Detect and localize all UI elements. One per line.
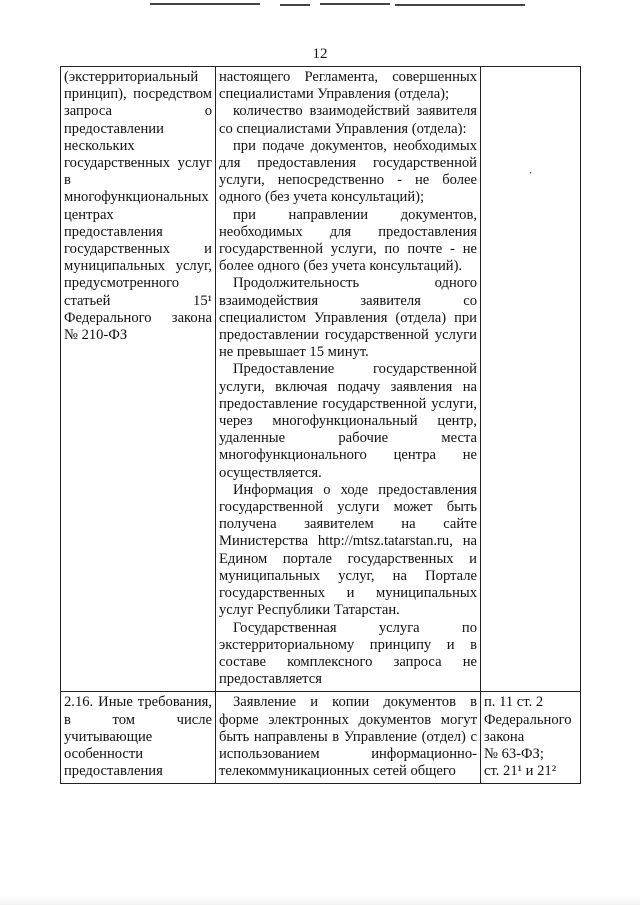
legal-basis-line: закона (484, 728, 525, 745)
table-row (61, 692, 581, 784)
scan-artifact-top (0, 0, 640, 14)
content-paragraph: при подаче документов, необходимых для предоставления государственной услуги, непосредственно - не более одного (без учета консультаций); (219, 137, 477, 206)
content-paragraph: Заявление и копии документов в форме электронных документов могут быть направлены в Управление (отдел) с использованием информационно-телекоммуникационных сетей общего (219, 694, 477, 780)
table-row (61, 67, 581, 692)
content-paragraph: количество взаимодействий заявителя со специалистами Управления (отдела): (219, 103, 477, 137)
requirement-name-cell (61, 692, 216, 784)
requirement-name-text: (экстерриториальный принцип), посредством запроса о предоставлении нескольких государственных услуг в многофункциональных центрах предоставления государственных и муниципальных услуг, предусмотренного статьей 15¹ Федерального закона № 210-ФЗ (64, 69, 212, 344)
content-paragraph: Государственная услуга по экстерриториальному принципу и в составе комплексного запроса не предоставляется (219, 619, 477, 688)
content-paragraph: Продолжительность одного взаимодействия заявителя со специалистом Управления (отдела) при предоставлении государственной услуги не превышает 15 минут. (219, 275, 477, 361)
requirement-name-text: 2.16. Иные требования, в том числе учитывающие особенности предоставления (64, 694, 212, 780)
requirement-content-cell (216, 692, 481, 784)
scan-artifact-bottom (0, 895, 640, 905)
requirement-name-cell (61, 67, 216, 692)
content-paragraph: Предоставление государственной услуги, включая подачу заявления на предоставление государственной услуги, через многофункциональный центр, удаленные рабочие места многофункционального центра не осуществляется. (219, 361, 477, 481)
regulation-table (60, 66, 581, 784)
content-paragraph: настоящего Регламента, совершенных специалистами Управления (отдела); (219, 69, 477, 103)
content-paragraph: Информация о ходе предоставления государственной услуги может быть получена заявителем на сайте Министерства http://mtsz.tatarstan.ru, на Едином портале государственных и муниципальных услуг, на Портале государственных и муниципальных услуг Республики Татарстан. (219, 481, 477, 619)
legal-basis-line: Федерального (484, 711, 572, 728)
legal-basis-line: № 63-ФЗ; (484, 745, 544, 762)
legal-basis-line: п. 11 ст. 2 (484, 694, 544, 711)
requirement-content-cell (216, 67, 481, 692)
legal-basis-line: ст. 21¹ и 21² (484, 763, 557, 780)
page-number: 12 (312, 46, 328, 62)
legal-basis-cell (481, 692, 581, 784)
stray-dot: · (528, 165, 533, 180)
content-paragraph: при направлении документов, необходимых для предоставления государственной услуги, по почте - не более одного (без учета консультаций). (219, 206, 477, 275)
legal-basis-cell (481, 67, 581, 692)
